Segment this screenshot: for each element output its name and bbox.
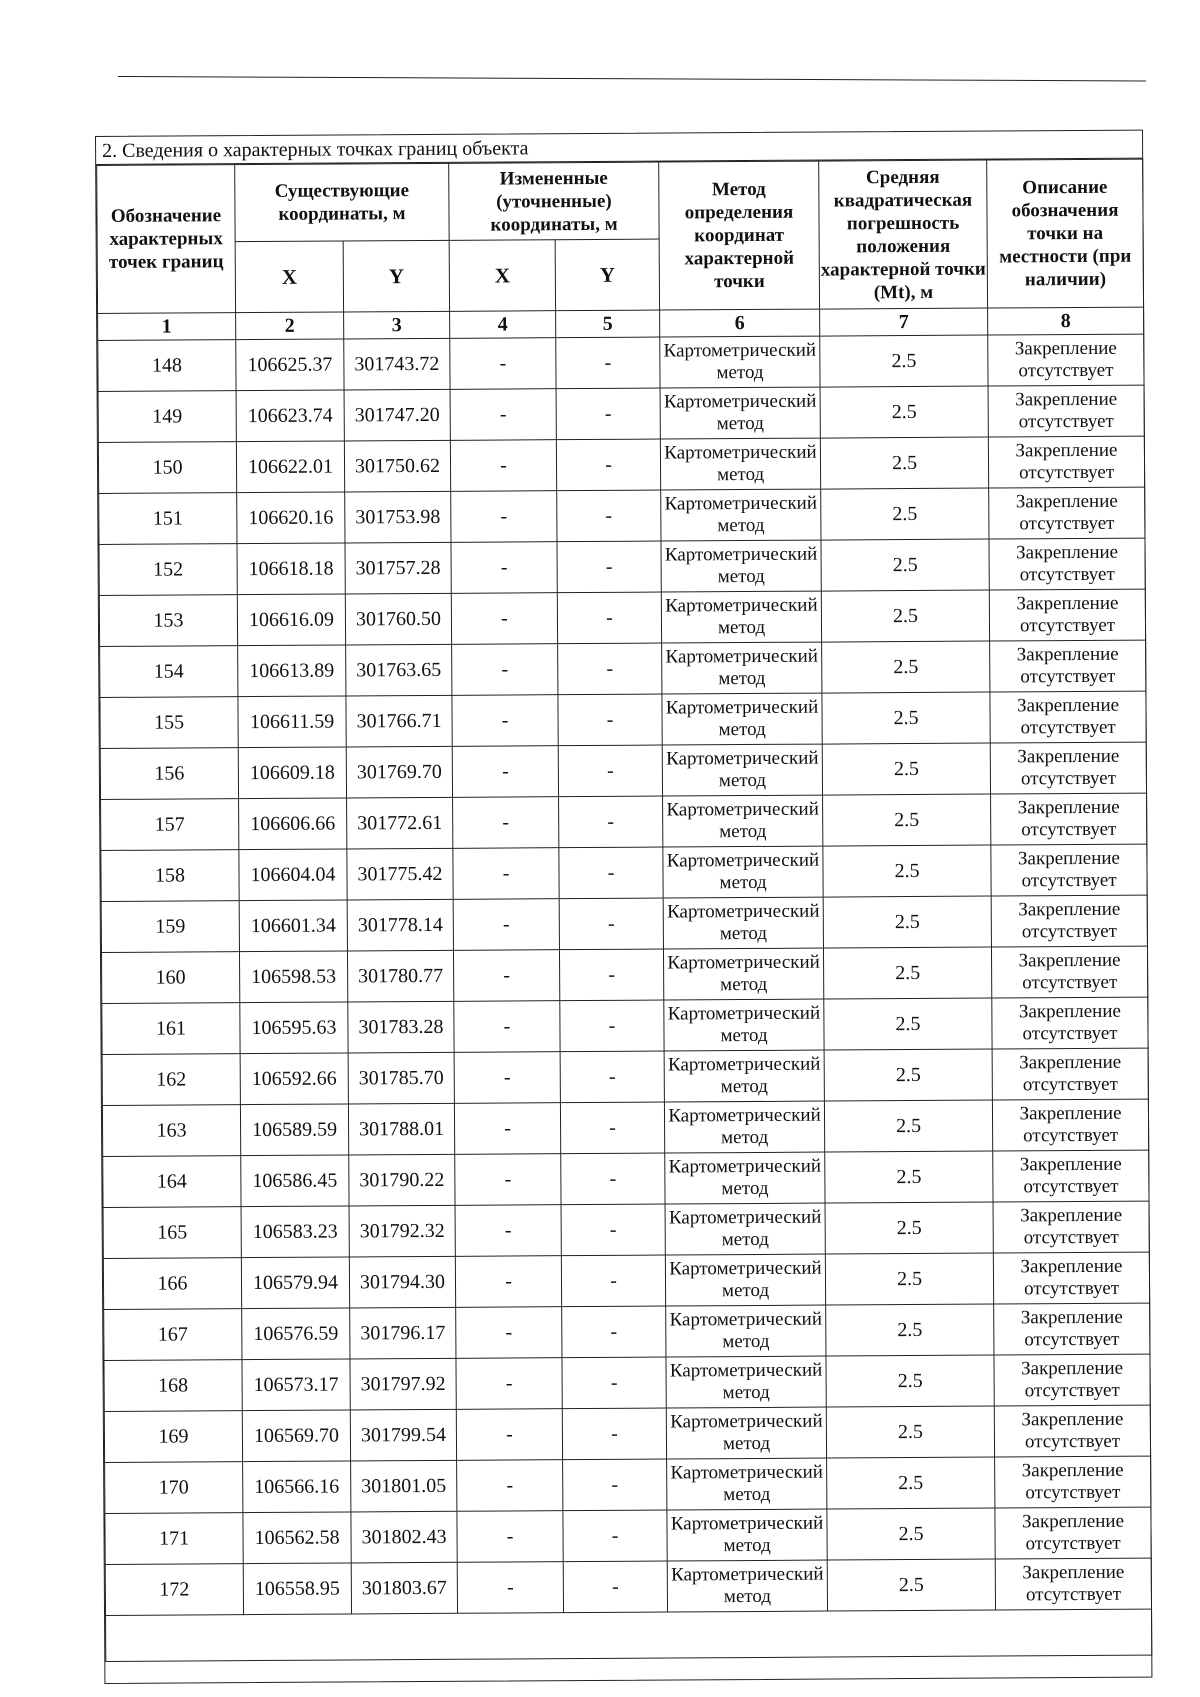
existing-y-cell: 301785.70 xyxy=(348,1052,454,1104)
table-row xyxy=(98,385,1144,442)
table-row xyxy=(99,538,1145,595)
point-cell: 163 xyxy=(102,1105,240,1157)
boundary-points-table xyxy=(96,159,1152,1662)
description-cell: Закрепление отсутствует xyxy=(991,895,1147,947)
table-row xyxy=(103,1252,1149,1309)
table-row xyxy=(104,1405,1150,1462)
error-cell: 2.5 xyxy=(824,1100,992,1152)
existing-y-cell: 301747.20 xyxy=(344,389,450,441)
changed-y-cell: - xyxy=(560,1051,664,1103)
description-cell: Закрепление отсутствует xyxy=(993,1201,1149,1253)
existing-x-cell: 106601.34 xyxy=(239,900,347,952)
error-cell: 2.5 xyxy=(822,641,990,693)
changed-y-cell: - xyxy=(560,1102,664,1154)
point-cell: 155 xyxy=(100,697,238,749)
existing-y-cell: 301778.14 xyxy=(347,899,453,951)
existing-x-cell: 106586.45 xyxy=(241,1155,349,1207)
changed-x-cell: - xyxy=(452,644,558,696)
existing-y-cell: 301801.05 xyxy=(351,1460,457,1512)
existing-x-cell: 106604.04 xyxy=(239,849,347,901)
method-cell: Картометрический метод xyxy=(666,1356,826,1408)
changed-x-cell: - xyxy=(456,1358,562,1410)
existing-x-cell: 106566.16 xyxy=(243,1461,351,1513)
changed-y-cell: - xyxy=(562,1408,666,1460)
existing-y-cell: 301769.70 xyxy=(346,746,452,798)
header-existing-coords: Существующие координаты, м xyxy=(235,163,449,241)
existing-y-cell: 301757.28 xyxy=(345,542,451,594)
existing-y-cell: 301803.67 xyxy=(351,1562,457,1614)
changed-y-cell: - xyxy=(556,337,660,389)
column-number: 2 xyxy=(236,312,344,340)
existing-y-cell: 301766.71 xyxy=(346,695,452,747)
method-cell: Картометрический метод xyxy=(665,1203,825,1255)
changed-x-cell: - xyxy=(456,1409,562,1461)
changed-x-cell: - xyxy=(452,746,558,798)
method-cell: Картометрический метод xyxy=(662,744,822,796)
existing-y-cell: 301802.43 xyxy=(351,1511,457,1563)
point-cell: 169 xyxy=(104,1411,242,1463)
method-cell: Картометрический метод xyxy=(666,1305,826,1357)
error-cell: 2.5 xyxy=(825,1202,993,1254)
existing-x-cell: 106558.95 xyxy=(243,1563,351,1615)
header-point: Обозначение характерных точек границ xyxy=(97,165,236,314)
method-cell: Картометрический метод xyxy=(660,336,820,388)
changed-x-cell: - xyxy=(457,1562,563,1614)
changed-x-cell: - xyxy=(453,797,559,849)
table-row xyxy=(100,691,1146,748)
method-cell: Картометрический метод xyxy=(660,438,820,490)
existing-y-cell: 301763.65 xyxy=(346,644,452,696)
existing-y-cell: 301790.22 xyxy=(349,1154,455,1206)
changed-x-cell: - xyxy=(451,542,557,594)
description-cell: Закрепление отсутствует xyxy=(992,1048,1148,1100)
point-cell: 158 xyxy=(101,850,239,902)
description-cell: Закрепление отсутствует xyxy=(992,997,1148,1049)
changed-x-cell: - xyxy=(456,1307,562,1359)
table-row xyxy=(105,1456,1151,1513)
error-cell: 2.5 xyxy=(826,1304,994,1356)
existing-x-cell: 106625.37 xyxy=(236,339,344,391)
point-cell: 154 xyxy=(100,646,238,698)
existing-x-cell: 106579.94 xyxy=(241,1257,349,1309)
column-number: 3 xyxy=(344,311,450,339)
method-cell: Картометрический метод xyxy=(664,1101,824,1153)
existing-y-cell: 301788.01 xyxy=(348,1103,454,1155)
method-cell: Картометрический метод xyxy=(665,1254,825,1306)
changed-y-cell: - xyxy=(561,1255,665,1307)
point-cell: 160 xyxy=(101,952,239,1004)
point-cell: 170 xyxy=(105,1462,243,1514)
method-cell: Картометрический метод xyxy=(661,489,821,541)
existing-y-cell: 301792.32 xyxy=(349,1205,455,1257)
table-row xyxy=(102,1048,1148,1105)
description-cell: Закрепление отсутствует xyxy=(991,844,1147,896)
changed-y-cell: - xyxy=(559,796,663,848)
existing-y-cell: 301753.98 xyxy=(345,491,451,543)
error-cell: 2.5 xyxy=(824,998,992,1050)
method-cell: Картометрический метод xyxy=(666,1407,826,1459)
header-changed-coords: Измененные (уточненные) координаты, м xyxy=(449,162,659,240)
table-row xyxy=(101,844,1147,901)
table-row xyxy=(102,1099,1148,1156)
error-cell: 2.5 xyxy=(821,590,989,642)
description-cell: Закрепление отсутствует xyxy=(994,1405,1150,1457)
point-cell: 168 xyxy=(104,1360,242,1412)
changed-y-cell: - xyxy=(558,694,662,746)
error-cell: 2.5 xyxy=(824,1049,992,1101)
description-cell: Закрепление отсутствует xyxy=(994,1303,1150,1355)
changed-x-cell: - xyxy=(450,440,556,492)
existing-x-cell: 106622.01 xyxy=(236,441,344,493)
changed-x-cell: - xyxy=(455,1205,561,1257)
section-title: 2. Сведения о характерных точках границ объекта xyxy=(96,131,1142,165)
existing-x-cell: 106576.59 xyxy=(242,1308,350,1360)
description-cell: Закрепление отсутствует xyxy=(993,1150,1149,1202)
error-cell: 2.5 xyxy=(827,1559,995,1611)
changed-y-cell: - xyxy=(562,1357,666,1409)
point-cell: 153 xyxy=(99,595,237,647)
table-row xyxy=(101,946,1147,1003)
existing-x-cell: 106618.18 xyxy=(237,543,345,595)
boundary-points-table-frame xyxy=(95,130,1152,1684)
method-cell: Картометрический метод xyxy=(664,948,824,1000)
table-row xyxy=(100,742,1146,799)
changed-x-cell: - xyxy=(457,1460,563,1512)
error-cell: 2.5 xyxy=(820,437,988,489)
changed-x-cell: - xyxy=(453,899,559,951)
description-cell: Закрепление отсутствует xyxy=(988,436,1144,488)
point-cell: 161 xyxy=(102,1003,240,1055)
existing-y-cell: 301760.50 xyxy=(345,593,451,645)
header-method: Метод определения координат характерной точки xyxy=(659,161,820,310)
existing-y-cell: 301794.30 xyxy=(349,1256,455,1308)
changed-x-cell: - xyxy=(453,848,559,900)
table-row xyxy=(99,589,1145,646)
existing-x-cell: 106613.89 xyxy=(238,645,346,697)
changed-y-cell: - xyxy=(563,1510,667,1562)
existing-y-cell: 301797.92 xyxy=(350,1358,456,1410)
existing-y-cell: 301780.77 xyxy=(347,950,453,1002)
column-number: 7 xyxy=(820,308,988,336)
method-cell: Картометрический метод xyxy=(663,897,823,949)
table-row xyxy=(105,1507,1151,1564)
point-cell: 152 xyxy=(99,544,237,596)
description-cell: Закрепление отсутствует xyxy=(992,1099,1148,1151)
error-cell: 2.5 xyxy=(820,386,988,438)
method-cell: Картометрический метод xyxy=(663,795,823,847)
method-cell: Картометрический метод xyxy=(665,1152,825,1204)
point-cell: 157 xyxy=(101,799,239,851)
point-cell: 149 xyxy=(98,391,236,443)
point-cell: 167 xyxy=(104,1309,242,1361)
existing-x-cell: 106595.63 xyxy=(240,1002,348,1054)
changed-y-cell: - xyxy=(556,388,660,440)
table-row xyxy=(98,436,1144,493)
changed-x-cell: - xyxy=(454,1052,560,1104)
changed-x-cell: - xyxy=(451,491,557,543)
changed-y-cell: - xyxy=(562,1306,666,1358)
table-row xyxy=(100,640,1146,697)
method-cell: Картометрический метод xyxy=(663,846,823,898)
changed-y-cell: - xyxy=(561,1204,665,1256)
column-number: 6 xyxy=(660,309,820,337)
changed-x-cell: - xyxy=(457,1511,563,1563)
error-cell: 2.5 xyxy=(822,692,990,744)
existing-x-cell: 106606.66 xyxy=(239,798,347,850)
method-cell: Картометрический метод xyxy=(667,1458,827,1510)
error-cell: 2.5 xyxy=(823,845,991,897)
changed-y-cell: - xyxy=(559,949,663,1001)
error-cell: 2.5 xyxy=(821,488,989,540)
column-number: 5 xyxy=(556,310,660,338)
point-cell: 165 xyxy=(103,1207,241,1259)
changed-y-cell: - xyxy=(563,1561,667,1613)
method-cell: Картометрический метод xyxy=(664,1050,824,1102)
empty-row xyxy=(106,1609,1152,1661)
error-cell: 2.5 xyxy=(826,1406,994,1458)
table-row xyxy=(101,895,1147,952)
description-cell: Закрепление отсутствует xyxy=(993,1252,1149,1304)
method-cell: Картометрический метод xyxy=(661,591,821,643)
column-number: 4 xyxy=(450,311,556,339)
changed-y-cell: - xyxy=(559,898,663,950)
header-description: Описание обозначения точки на местности (при наличии) xyxy=(987,159,1144,308)
error-cell: 2.5 xyxy=(823,794,991,846)
description-cell: Закрепление отсутствует xyxy=(995,1558,1151,1610)
table-row xyxy=(103,1150,1149,1207)
description-cell: Закрепление отсутствует xyxy=(989,487,1145,539)
error-cell: 2.5 xyxy=(822,743,990,795)
table-body xyxy=(98,334,1152,1661)
table-row xyxy=(98,334,1144,391)
empty-cell xyxy=(106,1609,1152,1661)
description-cell: Закрепление отсутствует xyxy=(991,793,1147,845)
changed-x-cell: - xyxy=(455,1256,561,1308)
point-cell: 171 xyxy=(105,1513,243,1565)
column-number: 1 xyxy=(98,313,236,341)
description-cell: Закрепление отсутствует xyxy=(988,385,1144,437)
method-cell: Картометрический метод xyxy=(662,693,822,745)
header-row xyxy=(97,159,1143,242)
error-cell: 2.5 xyxy=(827,1508,995,1560)
point-cell: 159 xyxy=(101,901,239,953)
existing-x-cell: 106598.53 xyxy=(239,951,347,1003)
header-changed-y: Y xyxy=(555,239,659,311)
existing-y-cell: 301743.72 xyxy=(344,338,450,390)
point-cell: 164 xyxy=(103,1156,241,1208)
point-cell: 162 xyxy=(102,1054,240,1106)
changed-x-cell: - xyxy=(450,389,556,441)
method-cell: Картометрический метод xyxy=(667,1560,827,1612)
point-cell: 151 xyxy=(99,493,237,545)
top-rule xyxy=(118,76,1146,81)
header-error: Средняя квадратическая погрешность положения характерной точки (Mt), м xyxy=(819,160,988,309)
method-cell: Картометрический метод xyxy=(664,999,824,1051)
existing-y-cell: 301772.61 xyxy=(347,797,453,849)
existing-y-cell: 301796.17 xyxy=(350,1307,456,1359)
description-cell: Закрепление отсутствует xyxy=(990,742,1146,794)
method-cell: Картометрический метод xyxy=(660,387,820,439)
existing-x-cell: 106573.17 xyxy=(242,1359,350,1411)
table-row xyxy=(99,487,1145,544)
header-changed-x: X xyxy=(449,240,555,312)
changed-x-cell: - xyxy=(451,593,557,645)
existing-x-cell: 106620.16 xyxy=(237,492,345,544)
changed-y-cell: - xyxy=(558,643,662,695)
existing-y-cell: 301750.62 xyxy=(344,440,450,492)
existing-x-cell: 106583.23 xyxy=(241,1206,349,1258)
description-cell: Закрепление отсутствует xyxy=(995,1456,1151,1508)
description-cell: Закрепление отсутствует xyxy=(994,1354,1150,1406)
table-row xyxy=(102,997,1148,1054)
existing-x-cell: 106589.59 xyxy=(240,1104,348,1156)
existing-x-cell: 106569.70 xyxy=(242,1410,350,1462)
point-cell: 156 xyxy=(100,748,238,800)
existing-y-cell: 301799.54 xyxy=(350,1409,456,1461)
error-cell: 2.5 xyxy=(825,1253,993,1305)
method-cell: Картометрический метод xyxy=(667,1509,827,1561)
changed-y-cell: - xyxy=(556,439,660,491)
changed-y-cell: - xyxy=(558,745,662,797)
changed-y-cell: - xyxy=(563,1459,667,1511)
description-cell: Закрепление отсутствует xyxy=(988,334,1144,386)
existing-x-cell: 106623.74 xyxy=(236,390,344,442)
point-cell: 150 xyxy=(98,442,236,494)
description-cell: Закрепление отсутствует xyxy=(990,691,1146,743)
table-row xyxy=(105,1558,1151,1615)
changed-y-cell: - xyxy=(557,592,661,644)
error-cell: 2.5 xyxy=(826,1355,994,1407)
existing-x-cell: 106562.58 xyxy=(243,1512,351,1564)
existing-x-cell: 106592.66 xyxy=(240,1053,348,1105)
changed-x-cell: - xyxy=(453,950,559,1002)
column-number: 8 xyxy=(988,307,1144,335)
table-row xyxy=(103,1201,1149,1258)
error-cell: 2.5 xyxy=(825,1151,993,1203)
error-cell: 2.5 xyxy=(820,335,988,387)
existing-x-cell: 106609.18 xyxy=(238,747,346,799)
existing-y-cell: 301775.42 xyxy=(347,848,453,900)
error-cell: 2.5 xyxy=(821,539,989,591)
description-cell: Закрепление отсутствует xyxy=(989,538,1145,590)
table-row xyxy=(101,793,1147,850)
existing-x-cell: 106611.59 xyxy=(238,696,346,748)
error-cell: 2.5 xyxy=(827,1457,995,1509)
description-cell: Закрепление отсутствует xyxy=(990,640,1146,692)
point-cell: 166 xyxy=(103,1258,241,1310)
changed-x-cell: - xyxy=(455,1154,561,1206)
existing-y-cell: 301783.28 xyxy=(348,1001,454,1053)
error-cell: 2.5 xyxy=(824,947,992,999)
point-cell: 172 xyxy=(105,1564,243,1616)
header-existing-y: Y xyxy=(343,240,449,312)
changed-y-cell: - xyxy=(559,847,663,899)
table-row xyxy=(104,1354,1150,1411)
changed-x-cell: - xyxy=(450,338,556,390)
description-cell: Закрепление отсутствует xyxy=(992,946,1148,998)
error-cell: 2.5 xyxy=(823,896,991,948)
changed-x-cell: - xyxy=(454,1103,560,1155)
changed-y-cell: - xyxy=(557,541,661,593)
changed-x-cell: - xyxy=(454,1001,560,1053)
point-cell: 148 xyxy=(98,340,236,392)
existing-x-cell: 106616.09 xyxy=(237,594,345,646)
changed-x-cell: - xyxy=(452,695,558,747)
changed-y-cell: - xyxy=(557,490,661,542)
table-row xyxy=(104,1303,1150,1360)
header-existing-x: X xyxy=(235,241,343,313)
method-cell: Картометрический метод xyxy=(662,642,822,694)
description-cell: Закрепление отсутствует xyxy=(989,589,1145,641)
changed-y-cell: - xyxy=(561,1153,665,1205)
method-cell: Картометрический метод xyxy=(661,540,821,592)
changed-y-cell: - xyxy=(560,1000,664,1052)
description-cell: Закрепление отсутствует xyxy=(995,1507,1151,1559)
